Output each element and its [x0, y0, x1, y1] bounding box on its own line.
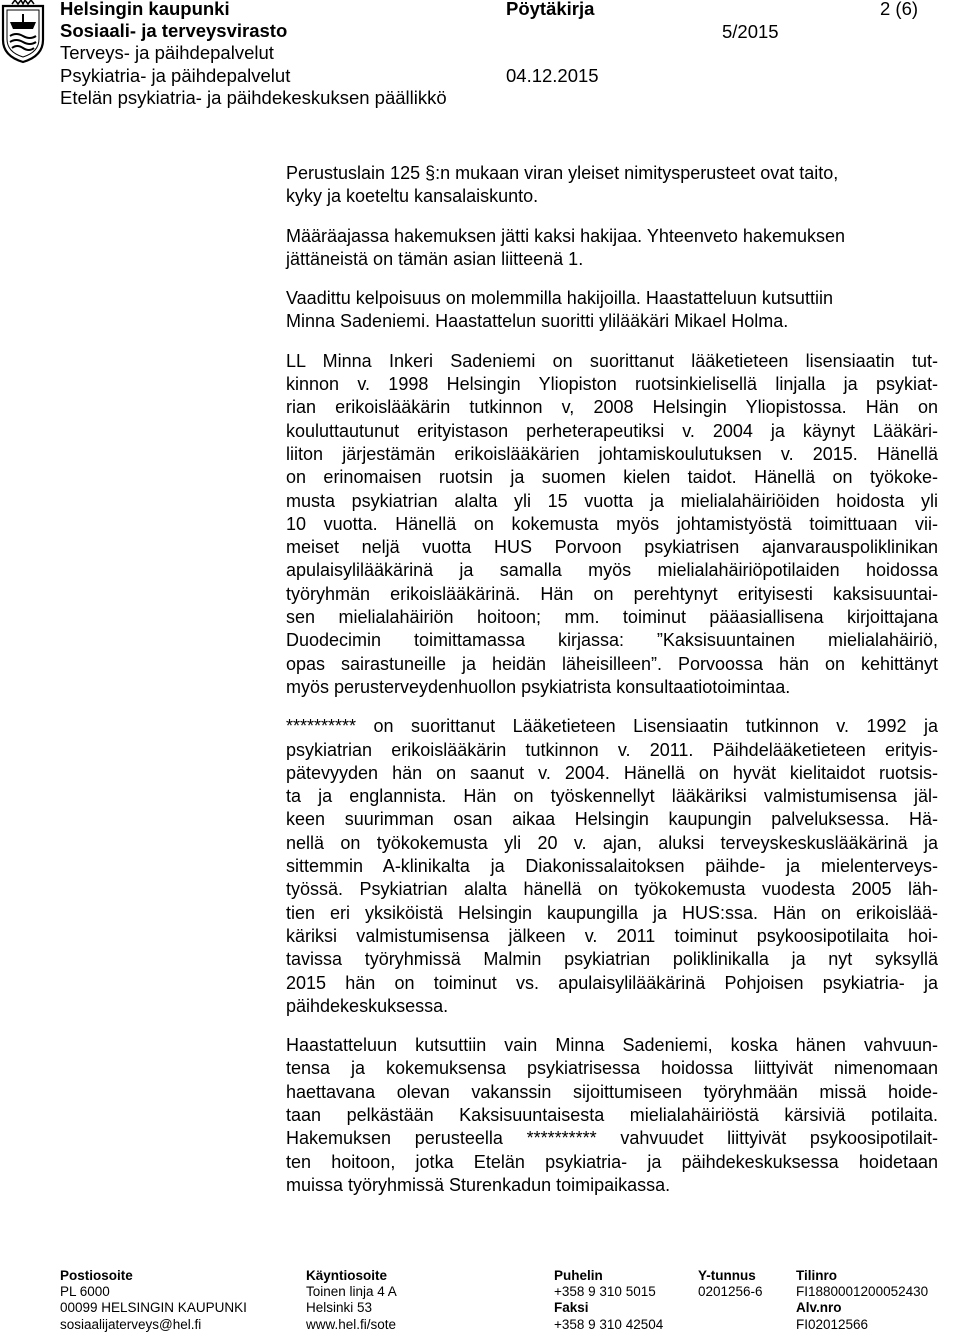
decision-body — [286, 162, 938, 1197]
text-line: keen suurimman osan aikaa Helsingin kaupungin palveluksessa. Hä- — [286, 809, 938, 830]
text-line: jättäneistä on tämän asian liitteenä 1. — [286, 248, 584, 269]
footer-website: www.hel.fi/sote — [306, 1316, 397, 1332]
text-line: opas sairastuneille ja heidän läheisilleen”. Porvoossa hän on kehittänyt — [286, 653, 938, 674]
text-line: sittemmin A-klinikalta ja Diakonissalaitoksen päihde- ja mielenterveys- — [286, 856, 938, 877]
text-line: päihdekeskuksessa. — [286, 995, 449, 1016]
text-line: kinnon v. 1998 Helsingin Yliopiston ruotsinkielisellä linjalla ja psykiat- — [286, 374, 938, 395]
footer-subheading: Faksi — [554, 1300, 589, 1316]
text-line: ********** on suorittanut Lääketieteen Lisensiaatin tutkinnon v. 1992 ja — [286, 716, 938, 737]
text-line: musta psykiatrian alalta yli 15 vuotta ja mielialahäiriöiden hoidosta yli — [286, 490, 938, 511]
paragraph-candidate-2 — [286, 715, 938, 1018]
paragraph-grounds — [286, 162, 938, 209]
text-line: muissa työryhmissä Sturenkadun toimipaikassa. — [286, 1174, 671, 1195]
paragraph-candidate-1 — [286, 350, 938, 699]
footer-value: 00099 HELSINGIN KAUPUNKI — [60, 1300, 247, 1316]
text-line: Määräajassa hakemuksen jätti kaksi hakijaa. Yhteenveto hakemuksen — [286, 225, 845, 246]
footer-heading: Puhelin — [554, 1268, 603, 1283]
text-line: tensa ja kokemuksensa psykiatrisessa hoidossa liittyivät nimenomaan — [286, 1058, 938, 1079]
meeting-date: 04.12.2015 — [506, 65, 599, 86]
text-line: kyky ja koeteltu kansalaiskunto. — [286, 186, 539, 207]
footer-value: Toinen linja 4 A — [306, 1284, 397, 1300]
text-line: ta ja englannista. Hän on työskennellyt lääkäriksi valmistumisensa jäl- — [286, 786, 938, 807]
text-line: Perustuslain 125 §:n mukaan viran yleiset nimitysperusteet ovat taito, — [286, 163, 839, 183]
text-line: 10 vuotta. Hänellä on kokemusta myös johtamistyöstä toimittuaan vii- — [286, 513, 938, 534]
paragraph-interview-reasoning — [286, 1034, 938, 1197]
text-line: kouluttautunut erityistason perheterapeutiksi v. 2004 ja käynyt Lääkäri- — [286, 420, 938, 441]
footer-value: +358 9 310 5015 — [554, 1284, 656, 1300]
text-line: Duodecimin toimittamassa kirjassa: ”Kaksisuuntainen mielialahäiriö, — [286, 630, 938, 651]
footer-value: FI1880001200052430 — [796, 1284, 929, 1300]
text-line: Haastatteluun kutsuttiin vain Minna Sadeniemi, koska hänen vahvuun- — [286, 1035, 938, 1056]
page-number: 2 (6) — [880, 0, 919, 19]
text-line: tavissa työryhmissä Malmin psykiatrian poliklinikalla ja nyt syksyllä — [286, 949, 938, 970]
text-line: myös perusterveydenhuollon psykiatrista konsultaatiotoimintaa. — [286, 676, 791, 697]
footer-heading: Tilinro — [796, 1268, 838, 1283]
text-line: Vaadittu kelpoisuus on molemmilla hakijoilla. Haastatteluun kutsuttiin — [286, 288, 833, 309]
paragraph-eligibility — [286, 287, 938, 334]
text-line: ten hoitoon, jotka Etelän psykiatria- ja päihdekeskuksessa hoidetaan — [286, 1151, 938, 1172]
text-line: on erinomaisen ruotsin ja suomen kielen taidot. Hänellä on työkoke- — [286, 467, 938, 488]
document-type: Pöytäkirja — [506, 0, 595, 19]
text-line: apulaisylilääkärinä ja samalla myös mielialahäiriöpotilaiden hoidossa — [286, 560, 938, 581]
text-line: sen mielialahäiriön hoitoon; mm. toiminut pääasiallisena kirjoittajana — [286, 607, 938, 628]
footer-email: sosiaalijaterveys@hel.fi — [60, 1316, 202, 1332]
footer-business-id — [698, 1268, 763, 1300]
footer-postal-address — [60, 1268, 247, 1333]
text-line: Hakemuksen perusteella ********** vahvuudet liittyivät psykoosipotilait- — [286, 1128, 938, 1149]
text-line: työssä. Psykiatrian alalta hänellä on työkokemusta vuodesta 2005 läh- — [286, 879, 938, 900]
footer-subheading: Alv.nro — [796, 1300, 842, 1316]
footer-bank-account — [796, 1268, 928, 1333]
text-line: nellä on työkokemusta yli 20 v. ajan, aluksi terveyskeskuslääkärinä ja — [286, 832, 938, 853]
text-line: työryhmän erikoislääkärinä. Hän on perehtynyt erityisesti kaksisuuntai- — [286, 583, 938, 604]
text-line: käriksi valmistumisensa jälkeen v. 2011 toiminut psykoosipotilaita hoi- — [286, 925, 938, 946]
department-name: Sosiaali- ja terveysvirasto — [60, 20, 288, 41]
footer-heading: Käyntiosoite — [306, 1268, 388, 1283]
footer-value: PL 6000 — [60, 1284, 110, 1300]
footer-value: Helsinki 53 — [306, 1300, 373, 1316]
footer-heading: Y-tunnus — [698, 1268, 756, 1283]
org-name: Helsingin kaupunki — [60, 0, 230, 19]
text-line: haettavana olevan vakanssin sijoittumiseen työryhmään missä hoide- — [286, 1081, 938, 1102]
footer-value: +358 9 310 42504 — [554, 1316, 664, 1332]
footer-heading: Postiosoite — [60, 1268, 133, 1283]
paragraph-applicants — [286, 225, 938, 272]
document-number: 5/2015 — [722, 21, 779, 42]
text-line: pätevyyden hän on saanut v. 2004. Hänellä on hyvät kielitaidot ruotsis- — [286, 762, 938, 783]
footer-visiting-address — [306, 1268, 397, 1333]
footer-phone — [554, 1268, 663, 1333]
text-line: Minna Sadeniemi. Haastattelun suoritti ylilääkäri Mikael Holma. — [286, 311, 789, 332]
text-line: taan pelkästään Kaksisuuntaisesta mielialahäiriöstä kärsiviä potilaita. — [286, 1104, 938, 1125]
text-line: tien eri yksiköistä Helsingin kaupungilla ja HUS:ssa. Hän on erikoislää- — [286, 902, 938, 923]
footer-value: FI02012566 — [796, 1316, 869, 1332]
text-line: liiton järjestämän erikoislääkärien johtamiskoulutuksen v. 2015. Hänellä — [286, 443, 938, 464]
subunit-name: Psykiatria- ja päihdepalvelut — [60, 65, 291, 86]
text-line: 2015 hän on toiminut vs. apulaisylilääkärinä Pohjoisen psykiatria- ja — [286, 972, 938, 993]
text-line: LL Minna Inkeri Sadeniemi on suorittanut lääketieteen lisensiaatin tut- — [286, 350, 938, 371]
text-line: rian erikoislääkärin tutkinnon v, 2008 Helsingin Yliopistossa. Hän on — [286, 397, 938, 418]
text-line: psykiatrian erikoislääkärin tutkinnon v. 2011. Päihdelääketieteen erityis- — [286, 739, 938, 760]
text-line: meiset neljä vuotta HUS Porvoon psykiatrisen ajanvarauspoliklinikan — [286, 537, 938, 558]
unit-name: Terveys- ja päihdepalvelut — [60, 42, 274, 63]
helsinki-crest-logo — [0, 0, 46, 64]
decision-maker: Etelän psykiatria- ja päihdekeskuksen päällikkö — [60, 87, 447, 108]
footer-value: 0201256-6 — [698, 1284, 763, 1300]
